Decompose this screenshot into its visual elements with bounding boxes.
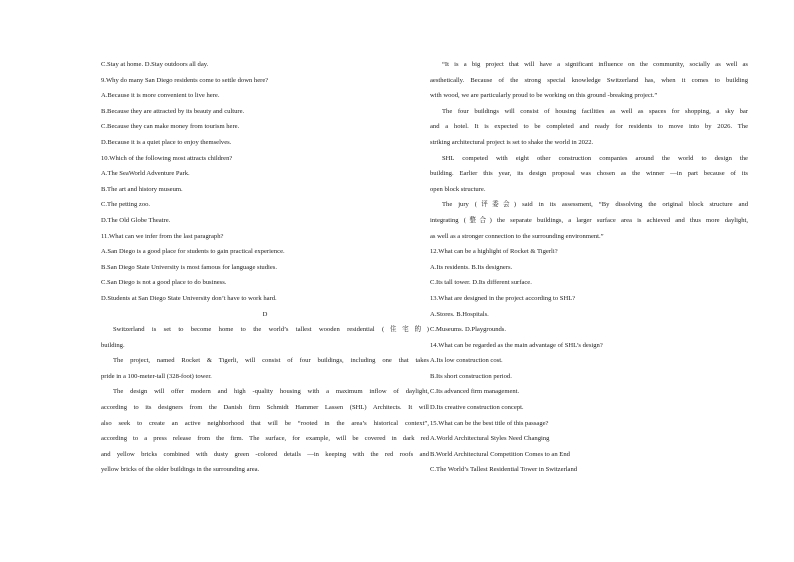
right-column-line: C.Its advanced firm management. xyxy=(430,388,520,396)
right-column-line: C.Its tall tower. D.Its different surface. xyxy=(430,279,532,287)
left-column-line: The project, named Rocket & Tigerli, will consist of four buildings, including one that takes xyxy=(113,357,429,365)
left-column-line: yellow bricks of the older buildings in the surrounding area. xyxy=(101,466,260,474)
right-column-line: B.Its short construction period. xyxy=(430,372,512,380)
right-column-line: 13.What are designed in the project according to SHL? xyxy=(430,294,576,302)
left-column-line: C.Because they can make money from tourism here. xyxy=(101,123,240,131)
left-column-line: B.The art and history museum. xyxy=(101,185,183,193)
left-column-line: and yellow bricks combined with dusty green -colored details —in keeping with the red roofs and xyxy=(101,450,429,458)
right-column-line: SHL competed with eight other construction companies around the world to design the xyxy=(442,154,748,162)
right-column-line: integrating (整合) the separate buildings, a larger surface area is achieved and thus more daylight, xyxy=(430,216,748,224)
left-column-line: 11.What can we infer from the last paragraph? xyxy=(101,232,224,240)
right-column-line: and a hotel. It is expected to be completed and ready for residents to move into by 2026. The xyxy=(430,123,748,131)
left-column-line: D.The Old Globe Theatre. xyxy=(101,216,171,224)
left-column-line: pride in a 100-meter-tall (328-foot) tower. xyxy=(101,372,212,380)
left-column-line: according to its designers from the Danish firm Schmidt Hammer Lassen (SHL) Architects. It will xyxy=(101,404,429,412)
right-column-line: 12.What can be a highlight of Rocket & Tigerli? xyxy=(430,248,558,256)
right-column xyxy=(430,57,748,478)
left-column-line: C.San Diego is not a good place to do business. xyxy=(101,279,227,287)
left-column-line: D.Because it is a quiet place to enjoy themselves. xyxy=(101,138,232,146)
left-column-line: D xyxy=(262,310,268,318)
left-column-line: D.Students at San Diego State University don’t have to work hard. xyxy=(101,294,277,302)
left-column xyxy=(101,57,429,478)
left-column-line: The design will offer modern and high -quality housing with a maximum inflow of daylight, xyxy=(113,388,429,396)
left-column-line: according to a press release from the firm. The surface, for example, will be covered in dark red xyxy=(101,435,429,443)
left-column-line: building. xyxy=(101,341,125,349)
left-column-line: 10.Which of the following most attracts children? xyxy=(101,154,233,162)
right-column-line: open block structure. xyxy=(430,185,486,193)
right-column-line: with wood, we are particularly proud to be working on this ground -breaking project.” xyxy=(430,92,658,100)
right-column-line: A.Stores. B.Hospitals. xyxy=(430,310,489,318)
left-column-line: C.The petting zoo. xyxy=(101,201,151,209)
right-column-line: “It is a big project that will have a significant influence on the community, socially as well as xyxy=(442,61,748,68)
right-column-line: as well as a stronger connection to the surrounding environment.” xyxy=(430,232,604,240)
right-column-line: striking architectural project is set to shake the world in 2022. xyxy=(430,138,594,146)
right-column-line: C.The World’s Tallest Residential Tower in Switzerland xyxy=(430,466,578,474)
right-column-line: 15.What can be the best title of this passage? xyxy=(430,419,549,427)
left-column-line: also seek to create an active neighborhood that will be “rooted in the area’s historical context”, xyxy=(101,419,429,427)
left-column-line: A.The SeaWorld Adventure Park. xyxy=(101,170,190,178)
right-column-line: aesthetically. Because of the strong special knowledge Switzerland has, when it comes to building xyxy=(430,76,748,84)
left-column-line: B.Because they are attracted by its beauty and culture. xyxy=(101,107,245,115)
right-column-line: C.Museums. D.Playgrounds. xyxy=(430,326,507,334)
left-column-line: A.San Diego is a good place for students to gain practical experience. xyxy=(101,248,285,256)
right-column-line: D.Its creative construction concept. xyxy=(430,404,524,412)
right-column-line: The four buildings will consist of housing facilities as well as spaces for shopping, a sky bar xyxy=(442,107,748,115)
left-column-line: A.Because it is more convenient to live here. xyxy=(101,92,220,100)
right-column-line: The jury (评委会) said in its assessment, “By dissolving the original block structure and xyxy=(442,201,748,209)
right-column-line: A.Its residents. B.Its designers. xyxy=(430,263,513,271)
right-column-line: 14.What can be regarded as the main advantage of SHL’s design? xyxy=(430,341,603,349)
right-column-line: B.World Architectural Competition Comes to an End xyxy=(430,450,570,458)
right-column-line: A.Its low construction cost. xyxy=(430,357,503,365)
right-column-line: building. Earlier this year, its design proposal was chosen as the winner —in part because of its xyxy=(430,170,748,178)
left-column-line: Switzerland is set to become home to the world’s tallest wooden residential (住宅的) xyxy=(113,326,429,334)
left-column-line: C.Stay at home. D.Stay outdoors all day. xyxy=(101,61,209,68)
left-column-line: B.San Diego State University is most famous for language studies. xyxy=(101,263,277,271)
left-column-line: 9.Why do many San Diego residents come to settle down here? xyxy=(101,76,269,84)
right-column-line: A.World Architectural Styles Need Changing xyxy=(430,435,550,443)
